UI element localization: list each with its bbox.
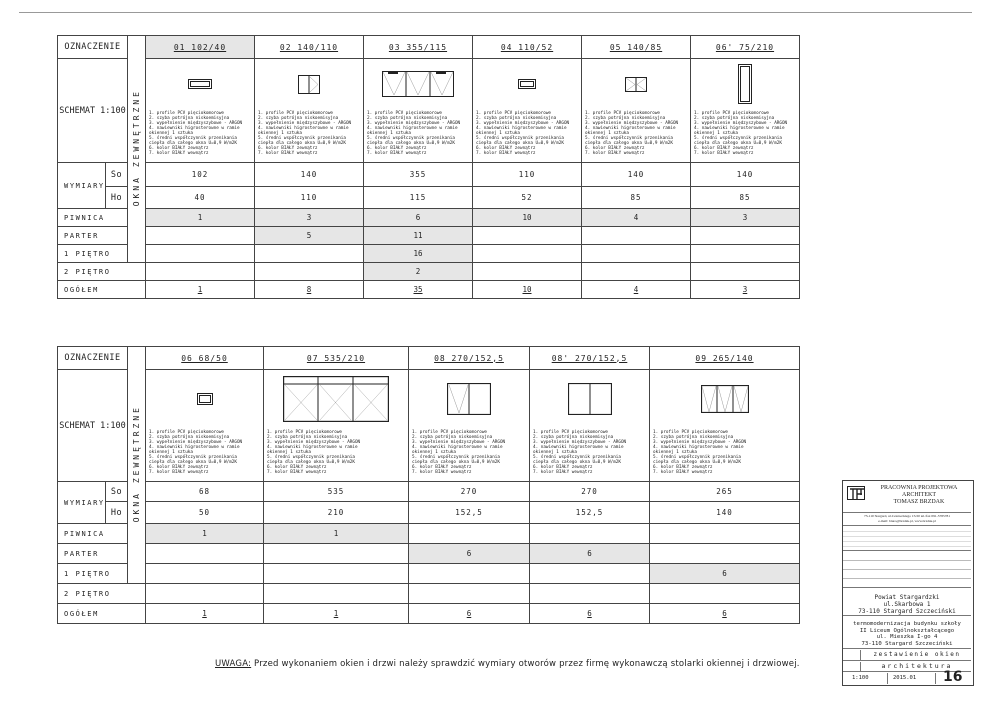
window-total: 6: [530, 604, 650, 624]
window-code: 07 535/210: [264, 347, 409, 370]
ogolem-label: OGÓŁEM: [58, 604, 146, 624]
window-qty-p2: [582, 263, 691, 281]
window-qty-piwnica: 1: [264, 524, 409, 544]
window-spec: 1. profile PCV pięciokomorowe 2. szyba potrójna niskoemisyjna 3. wypełnienie międzyszybowe - ARGON 4. nawiewniki higrosterowne w ramie okiennej 1 sztuka 5. średni współczynnik przenikania ciepła dla całego okna U=0,9 W/m2K 6. kolor BIAŁY zewnątrz 7. kolor BIAŁY wewnątrz: [149, 111, 243, 156]
firm-address: 73-110 Stargard, ul.Czarneckiego 15/20 tel./fax 091-5785781: [863, 514, 951, 518]
title-block: [842, 480, 974, 686]
parter-label: PARTER: [58, 544, 128, 564]
oznaczenie-label: OZNACZENIE: [58, 347, 128, 370]
window-code: 06 68/50: [146, 347, 264, 370]
scale: 1:100: [852, 675, 869, 681]
window-schedule-table-1: [57, 35, 800, 299]
window-schematic: [409, 370, 530, 482]
uwaga-note: UWAGA: Przed wykonaniem okien i drzwi należy sprawdzić wymiary otworów przez firmę wykonawczą stolarki okiennej i drzwiowej.: [215, 659, 800, 669]
window-qty-piwnica: 6: [364, 209, 473, 227]
window-total: 3: [691, 281, 800, 299]
window-schematic: [255, 59, 364, 163]
parter-label: PARTER: [58, 227, 128, 245]
window-code: 03 355/115: [364, 36, 473, 59]
firm-name-2: ARCHITEKT: [902, 492, 936, 498]
window-dim-so: 140: [255, 163, 364, 187]
window-qty-p2: 2: [364, 263, 473, 281]
date: 2015.01: [893, 675, 917, 681]
so-label: So: [106, 163, 128, 187]
window-qty-piwnica: [530, 524, 650, 544]
window-qty-p1: [146, 245, 255, 263]
window-qty-p2: [146, 584, 264, 604]
window-qty-parter: [146, 227, 255, 245]
window-spec: 1. profile PCV pięciokomorowe 2. szyba potrójna niskoemisyjna 3. wypełnienie międzyszybowe - ARGON 4. nawiewniki higrosterowne w ramie okiennej 1 sztuka 5. średni współczynnik przenikania ciepła dla całego okna U=0,9 W/m2K 6. kolor BIAŁY zewnątrz 7. kolor BIAŁY wewnątrz: [585, 111, 679, 156]
window-qty-p1: 6: [650, 564, 800, 584]
window-diagram-icon: [188, 79, 212, 89]
window-qty-p2: [650, 584, 800, 604]
window-qty-parter: [146, 544, 264, 564]
okna-zewnetrzne-label: OKNA ZEWNĘTRZNE: [128, 347, 146, 584]
window-qty-p1: [255, 245, 364, 263]
window-qty-p2: [264, 584, 409, 604]
window-qty-parter: [691, 227, 800, 245]
window-total: 6: [650, 604, 800, 624]
schemat-label: SCHEMAT 1:100: [58, 59, 128, 163]
window-qty-parter: [582, 227, 691, 245]
window-code: 04 110/52: [473, 36, 582, 59]
window-total: 1: [146, 281, 255, 299]
window-qty-piwnica: 4: [582, 209, 691, 227]
window-schedule-table-2: [57, 346, 800, 624]
window-qty-p1: [146, 564, 264, 584]
window-qty-p1: [264, 564, 409, 584]
window-qty-p1: [530, 564, 650, 584]
window-diagram-icon: [518, 79, 536, 89]
sheet-number: 16: [943, 669, 963, 685]
window-qty-p2: [255, 263, 364, 281]
window-qty-p1: [409, 564, 530, 584]
window-spec: 1. profile PCV pięciokomorowe 2. szyba potrójna niskoemisyjna 3. wypełnienie międzyszybowe - ARGON 4. nawiewniki higrosterowne w ramie okiennej 1 sztuka 5. średni współczynnik przenikania ciepła dla całego okna U=0,9 W/m2K 6. kolor BIAŁY zewnątrz 7. kolor BIAŁY wewnątrz: [476, 111, 570, 156]
window-diagram-icon: [298, 75, 320, 94]
piwnica-label: PIWNICA: [58, 209, 128, 227]
window-schematic: [582, 59, 691, 163]
window-qty-p1: [473, 245, 582, 263]
wymiary-label: WYMIARY: [58, 163, 106, 209]
so-label: So: [106, 482, 128, 502]
window-total: 4: [582, 281, 691, 299]
window-code: 06' 75/210: [691, 36, 800, 59]
window-qty-parter: [264, 544, 409, 564]
window-qty-p1: [691, 245, 800, 263]
window-schematic: [146, 370, 264, 482]
window-diagram-icon: [197, 393, 213, 405]
window-code: 01 102/40: [146, 36, 255, 59]
window-diagram-icon: [447, 383, 491, 415]
window-qty-piwnica: 1: [146, 209, 255, 227]
window-qty-parter: 6: [409, 544, 530, 564]
pietro2-label: 2 PIĘTRO: [58, 584, 146, 604]
window-dim-ho: 85: [582, 187, 691, 209]
window-dim-ho: 152,5: [530, 502, 650, 524]
window-qty-parter: [473, 227, 582, 245]
window-qty-p2: [146, 263, 255, 281]
window-qty-parter: [650, 544, 800, 564]
window-dim-ho: 50: [146, 502, 264, 524]
window-dim-ho: 52: [473, 187, 582, 209]
project-block: termomodernizacja budynku szkoły II Liceum Ogólnokształcącego ul. Mieszka I-go 4 73-110 Stargard Szczeciński: [843, 617, 971, 649]
window-dim-ho: 115: [364, 187, 473, 209]
pietro1-label: 1 PIĘTRO: [58, 564, 128, 584]
piwnica-label: PIWNICA: [58, 524, 128, 544]
window-qty-p1: 16: [364, 245, 473, 263]
window-code: 08' 270/152,5: [530, 347, 650, 370]
window-dim-so: 140: [582, 163, 691, 187]
window-dim-so: 140: [691, 163, 800, 187]
firm-name-1: PRACOWNIA PROJEKTOWA: [880, 485, 958, 491]
window-qty-piwnica: 10: [473, 209, 582, 227]
window-qty-piwnica: [409, 524, 530, 544]
window-diagram-icon: [568, 383, 612, 415]
window-total: 35: [364, 281, 473, 299]
window-diagram-icon: [701, 385, 749, 413]
window-schematic: [264, 370, 409, 482]
notes-area: [843, 527, 971, 551]
window-dim-so: 102: [146, 163, 255, 187]
window-dim-so: 355: [364, 163, 473, 187]
window-code: 05 140/85: [582, 36, 691, 59]
window-total: 6: [409, 604, 530, 624]
window-spec: 1. profile PCV pięciokomorowe 2. szyba potrójna niskoemisyjna 3. wypełnienie międzyszybowe - ARGON 4. nawiewniki higrosterowne w ramie okiennej 1 sztuka 5. średni współczynnik przenikania ciepła dla całego okna U=0,9 W/m2K 6. kolor BIAŁY zewnątrz 7. kolor BIAŁY wewnątrz: [412, 430, 506, 475]
window-dim-ho: 40: [146, 187, 255, 209]
window-code: 09 265/140: [650, 347, 800, 370]
oznaczenie-label: OZNACZENIE: [58, 36, 128, 59]
window-qty-p2: [530, 584, 650, 604]
window-dim-so: 68: [146, 482, 264, 502]
window-qty-p2: [473, 263, 582, 281]
window-schematic: [364, 59, 473, 163]
window-diagram-icon: [283, 376, 389, 422]
window-code: 02 140/110: [255, 36, 364, 59]
ogolem-label: OGÓŁEM: [58, 281, 146, 299]
window-total: 1: [264, 604, 409, 624]
window-diagram-icon: [738, 64, 752, 104]
window-spec: 1. profile PCV pięciokomorowe 2. szyba potrójna niskoemisyjna 3. wypełnienie międzyszybowe - ARGON 4. nawiewniki higrosterowne w ramie okiennej 1 sztuka 5. średni współczynnik przenikania ciepła dla całego okna U=0,9 W/m2K 6. kolor BIAŁY zewnątrz 7. kolor BIAŁY wewnątrz: [694, 111, 788, 156]
window-spec: 1. profile PCV pięciokomorowe 2. szyba potrójna niskoemisyjna 3. wypełnienie międzyszybowe - ARGON 4. nawiewniki higrosterowne w ramie okiennej 1 sztuka 5. średni współczynnik przenikania ciepła dla całego okna U=0,9 W/m2K 6. kolor BIAŁY zewnątrz 7. kolor BIAŁY wewnątrz: [258, 111, 352, 156]
firm-name-3: TOMASZ BRZDAK: [893, 499, 945, 505]
window-schematic: [473, 59, 582, 163]
window-qty-piwnica: 3: [255, 209, 364, 227]
window-spec: 1. profile PCV pięciokomorowe 2. szyba potrójna niskoemisyjna 3. wypełnienie międzyszybowe - ARGON 4. nawiewniki higrosterowne w ramie okiennej 1 sztuka 5. średni współczynnik przenikania ciepła dla całego okna U=0,9 W/m2K 6. kolor BIAŁY zewnątrz 7. kolor BIAŁY wewnątrz: [653, 430, 747, 475]
signatures-area: [843, 552, 971, 588]
window-qty-piwnica: 1: [146, 524, 264, 544]
window-spec: 1. profile PCV pięciokomorowe 2. szyba potrójna niskoemisyjna 3. wypełnienie międzyszybowe - ARGON 4. nawiewniki higrosterowne w ramie okiennej 1 sztuka 5. średni współczynnik przenikania ciepła dla całego okna U=0,9 W/m2K 6. kolor BIAŁY zewnątrz 7. kolor BIAŁY wewnątrz: [267, 430, 361, 475]
window-qty-p1: [582, 245, 691, 263]
window-diagram-icon: [625, 77, 647, 92]
window-spec: 1. profile PCV pięciokomorowe 2. szyba potrójna niskoemisyjna 3. wypełnienie międzyszybowe - ARGON 4. nawiewniki higrosterowne w ramie okiennej 1 sztuka 5. średni współczynnik przenikania ciepła dla całego okna U=0,9 W/m2K 6. kolor BIAŁY zewnątrz 7. kolor BIAŁY wewnątrz: [533, 430, 627, 475]
window-schematic: [146, 59, 255, 163]
window-dim-so: 270: [409, 482, 530, 502]
window-spec: 1. profile PCV pięciokomorowe 2. szyba potrójna niskoemisyjna 3. wypełnienie międzyszybowe - ARGON 4. nawiewniki higrosterowne w ramie okiennej 1 sztuka 5. średni współczynnik przenikania ciepła dla całego okna U=0,9 W/m2K 6. kolor BIAŁY zewnątrz 7. kolor BIAŁY wewnątrz: [149, 430, 243, 475]
pietro1-label: 1 PIĘTRO: [58, 245, 128, 263]
window-dim-ho: 210: [264, 502, 409, 524]
window-spec: 1. profile PCV pięciokomorowe 2. szyba potrójna niskoemisyjna 3. wypełnienie międzyszybowe - ARGON 4. nawiewniki higrosterowne w ramie okiennej 1 sztuka 5. średni współczynnik przenikania ciepła dla całego okna U=0,9 W/m2K 6. kolor BIAŁY zewnątrz 7. kolor BIAŁY wewnątrz: [367, 111, 461, 156]
window-qty-parter: 11: [364, 227, 473, 245]
investor-block: Powiat Stargardzki ul.Skarbowa 1 73-110 Stargard Szczeciński: [843, 589, 971, 616]
window-diagram-icon: [382, 71, 454, 97]
window-dim-ho: 110: [255, 187, 364, 209]
pietro2-label: 2 PIĘTRO: [58, 263, 146, 281]
window-dim-ho: 140: [650, 502, 800, 524]
wymiary-label: WYMIARY: [58, 482, 106, 524]
ho-label: Ho: [106, 187, 128, 209]
window-schematic: [691, 59, 800, 163]
window-qty-parter: 6: [530, 544, 650, 564]
branch: architektura: [881, 662, 953, 670]
window-dim-so: 265: [650, 482, 800, 502]
ho-label: Ho: [106, 502, 128, 524]
window-code: 08 270/152,5: [409, 347, 530, 370]
window-dim-so: 110: [473, 163, 582, 187]
sheet-title: zestawienie okien: [873, 651, 961, 658]
window-dim-ho: 152,5: [409, 502, 530, 524]
firm-email: e-mail: biuro@brzdak.pl, www.brzdak.pl: [878, 519, 936, 523]
firm-logo-icon: [847, 486, 865, 500]
window-qty-piwnica: [650, 524, 800, 544]
schemat-label: SCHEMAT 1:100: [58, 370, 128, 482]
window-dim-so: 270: [530, 482, 650, 502]
window-dim-ho: 85: [691, 187, 800, 209]
window-qty-p2: [409, 584, 530, 604]
window-total: 10: [473, 281, 582, 299]
window-total: 8: [255, 281, 364, 299]
window-qty-parter: 5: [255, 227, 364, 245]
window-qty-p2: [691, 263, 800, 281]
window-total: 1: [146, 604, 264, 624]
window-dim-so: 535: [264, 482, 409, 502]
window-schematic: [650, 370, 800, 482]
window-schematic: [530, 370, 650, 482]
okna-zewnetrzne-label: OKNA ZEWNĘTRZNE: [128, 36, 146, 263]
window-qty-piwnica: 3: [691, 209, 800, 227]
